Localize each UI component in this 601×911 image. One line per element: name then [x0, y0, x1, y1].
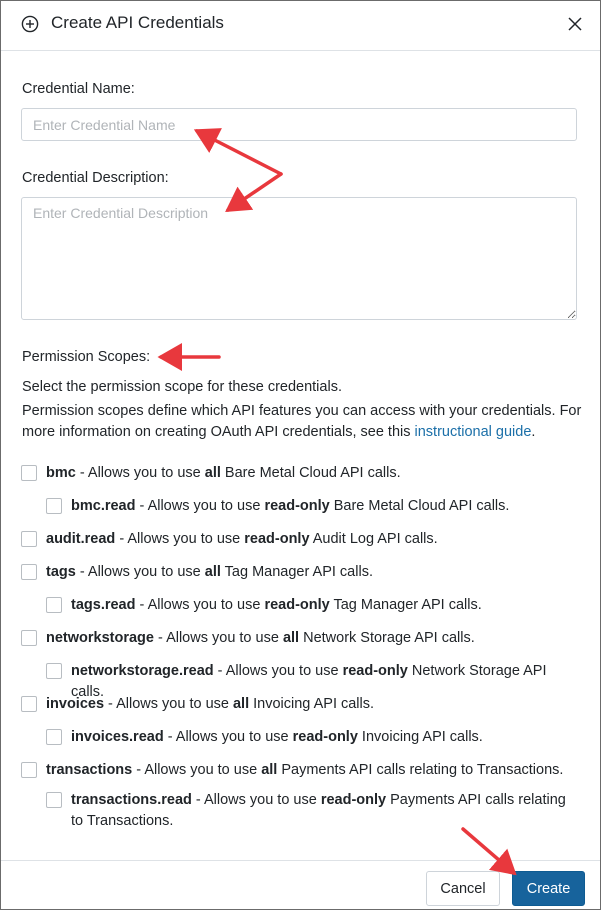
scope-description: [46, 463, 576, 484]
scope-name: bmc.read: [71, 498, 136, 514]
scope-description: [71, 595, 576, 616]
instructional-guide-link[interactable]: instructional guide: [414, 424, 532, 440]
scope-access-level: all: [282, 630, 300, 646]
scope-text-post: Network Storage API calls.: [299, 630, 475, 646]
scope-access-level: read-only: [320, 792, 387, 808]
scope-text-pre: - Allows you to use: [115, 531, 245, 547]
scope-description: [71, 496, 576, 517]
scope-description: [71, 790, 576, 832]
scope-text-pre: - Allows you to use: [75, 564, 205, 580]
credential-name-input[interactable]: [21, 108, 577, 141]
scope-text-post: Bare Metal Cloud API calls.: [220, 465, 401, 481]
scope-checkbox[interactable]: [21, 762, 37, 778]
scope-name: bmc: [46, 465, 76, 481]
permission-detail: [22, 401, 588, 443]
scope-checkbox[interactable]: [46, 729, 62, 745]
scope-checkbox[interactable]: [46, 498, 62, 514]
scope-access-level: all: [204, 564, 221, 580]
scope-description: [46, 628, 576, 649]
scope-text-pre: - Allows you to use: [104, 696, 233, 712]
scope-access-level: read-only: [264, 498, 330, 514]
scope-text-pre: - Allows you to use: [191, 792, 321, 808]
permission-scopes-heading: Permission Scopes:: [22, 349, 151, 365]
dialog-title: Create API Credentials: [51, 13, 224, 32]
plus-circle-icon: [21, 15, 39, 33]
scope-name: networkstorage: [46, 630, 154, 646]
dialog-header: [1, 1, 600, 51]
scope-name: tags: [46, 564, 76, 580]
scope-text-pre: - Allows you to use: [135, 498, 265, 514]
scope-checkbox[interactable]: [21, 531, 37, 547]
cancel-button[interactable]: Cancel: [426, 871, 500, 906]
close-icon[interactable]: [564, 13, 586, 35]
scope-description: [46, 529, 576, 550]
scope-text-post: Payments API calls relating to Transactions.: [71, 792, 566, 829]
credential-name-label: Credential Name:: [22, 81, 135, 97]
scope-text-pre: - Allows you to use: [75, 465, 205, 481]
scope-text-post: Invoicing API calls.: [249, 696, 375, 712]
scope-access-level: all: [232, 696, 250, 712]
create-button[interactable]: Create: [512, 871, 585, 906]
scope-description: [71, 727, 576, 748]
scope-text-post: Payments API calls relating to Transactions.: [277, 762, 564, 778]
scope-text-pre: - Allows you to use: [213, 663, 343, 679]
scope-name: transactions: [46, 762, 133, 778]
scope-name: networkstorage.read: [71, 663, 214, 679]
scope-access-level: all: [204, 465, 221, 481]
scope-text-post: Network Storage API calls.: [71, 663, 547, 700]
scope-text-pre: - Allows you to use: [132, 762, 262, 778]
scope-checkbox[interactable]: [21, 630, 37, 646]
scope-text-post: Audit Log API calls.: [309, 531, 438, 547]
scope-checkbox[interactable]: [46, 663, 62, 679]
scope-text-pre: - Allows you to use: [135, 597, 265, 613]
scope-access-level: all: [261, 762, 278, 778]
dialog-footer: [1, 860, 600, 909]
scope-description: [46, 760, 576, 781]
credential-description-textarea[interactable]: [21, 197, 577, 320]
permission-intro: Select the permission scope for these credentials.: [22, 379, 342, 395]
scope-description: [46, 562, 576, 583]
scope-text-post: Tag Manager API calls.: [329, 597, 482, 613]
scope-checkbox[interactable]: [21, 696, 37, 712]
scope-text-pre: - Allows you to use: [153, 630, 283, 646]
scope-text-post: Tag Manager API calls.: [220, 564, 373, 580]
scope-checkbox[interactable]: [21, 465, 37, 481]
scope-name: invoices.read: [71, 729, 164, 745]
scope-text-pre: - Allows you to use: [163, 729, 293, 745]
scope-text-post: Invoicing API calls.: [357, 729, 483, 745]
credential-description-label: Credential Description:: [22, 170, 169, 186]
scope-checkbox[interactable]: [46, 792, 62, 808]
permission-detail-text: Permission scopes define which API features you can access with your credentials. For more information on creating OAuth API credentials, see this: [22, 403, 582, 440]
scope-access-level: read-only: [342, 663, 408, 679]
scope-access-level: read-only: [244, 531, 310, 547]
scope-name: invoices: [46, 696, 105, 712]
scope-access-level: read-only: [264, 597, 330, 613]
scope-text-post: Bare Metal Cloud API calls.: [329, 498, 510, 514]
scope-checkbox[interactable]: [21, 564, 37, 580]
scope-access-level: read-only: [292, 729, 358, 745]
scope-description: [46, 694, 576, 715]
scope-name: transactions.read: [71, 792, 192, 808]
permission-detail-suffix: .: [531, 424, 536, 440]
scope-checkbox[interactable]: [46, 597, 62, 613]
scope-name: tags.read: [71, 597, 136, 613]
scope-name: audit.read: [46, 531, 116, 547]
